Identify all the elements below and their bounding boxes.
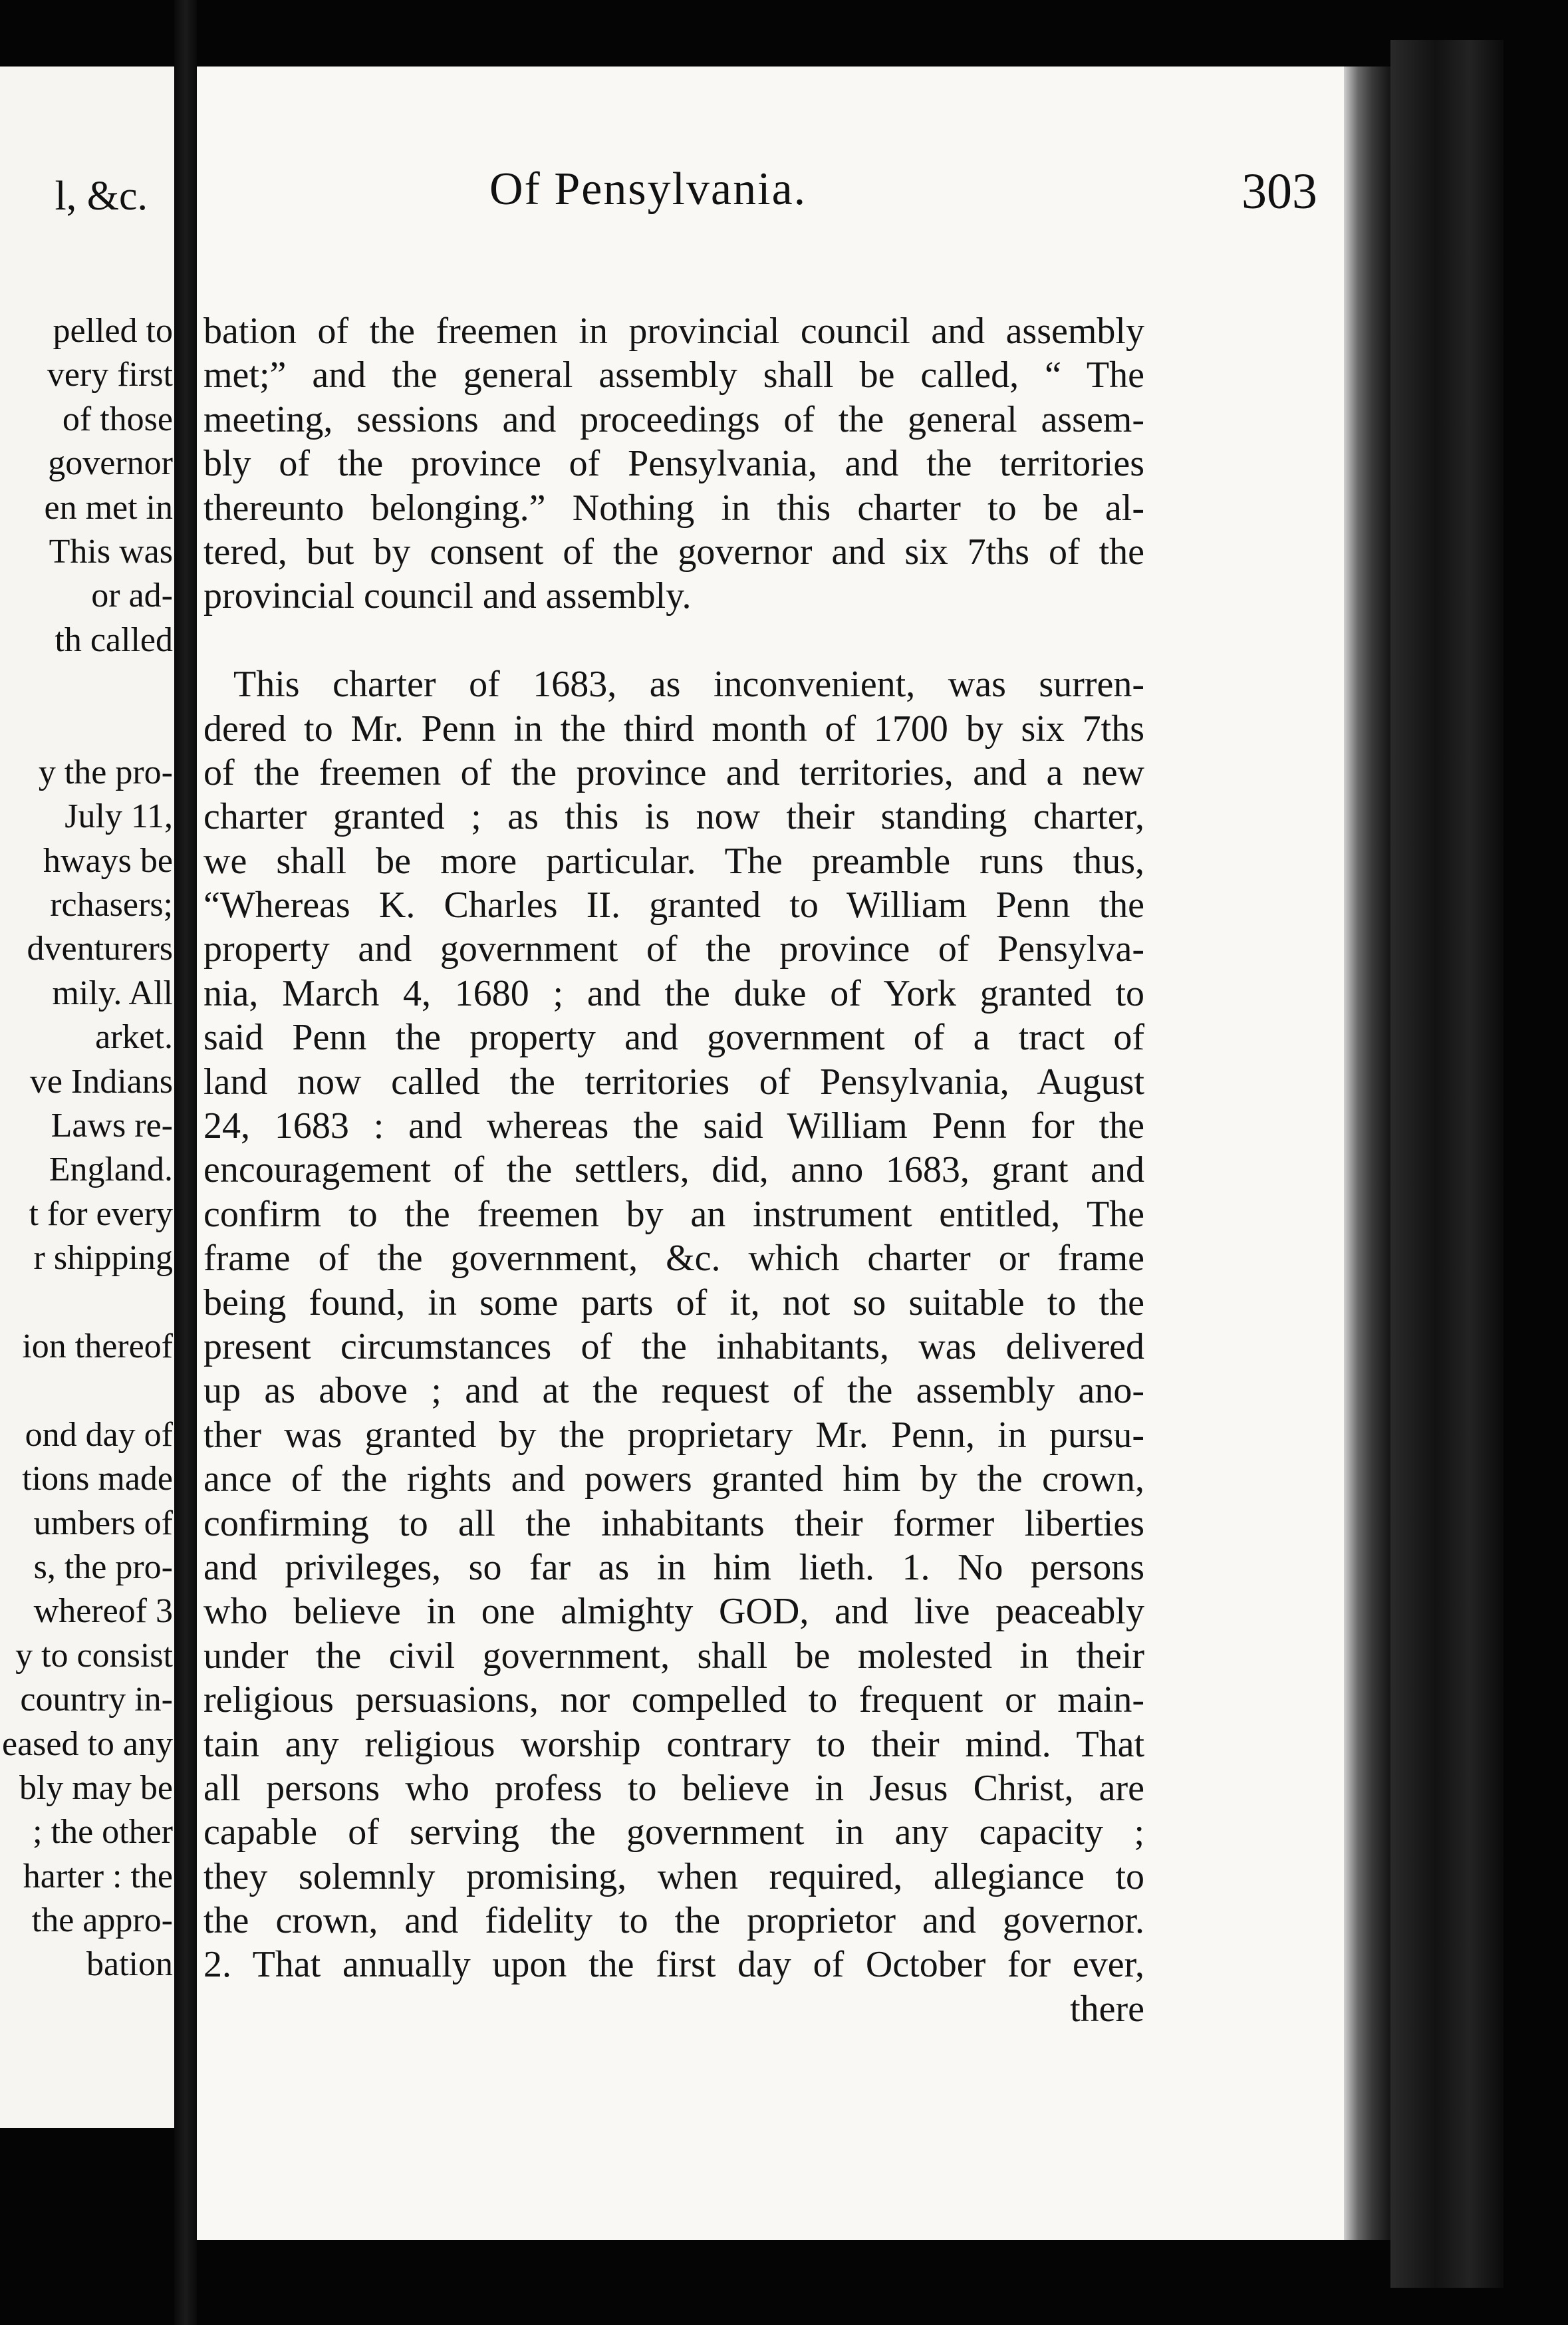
text-line: charter granted ; as this is now their standing charter,	[203, 796, 1144, 838]
text-line: This charter of 1683, as inconvenient, was surren-	[233, 664, 1144, 706]
text-line: the crown, and fidelity to the proprietor and governor.	[203, 1900, 1144, 1942]
text-line: frame of the government, &c. which charter or frame	[203, 1238, 1144, 1280]
text-line: ther was granted by the proprietary Mr. Penn, in pursu-	[203, 1414, 1144, 1456]
text-line: being found, in some parts of it, not so suitable to the	[203, 1282, 1144, 1323]
facing-page-running-head: l, &c.	[55, 174, 148, 219]
text-line: met;” and the general assembly shall be called, “ The	[203, 354, 1144, 396]
facing-page-line: t for every	[29, 1194, 173, 1233]
facing-page-line: harter : the	[23, 1857, 173, 1895]
text-line: confirming to all the inhabitants their former liberties	[203, 1502, 1144, 1544]
text-line: said Penn the property and government of a tract of	[203, 1017, 1144, 1059]
facing-page-line: England.	[49, 1151, 173, 1189]
text-line: confirm to the freemen by an instrument entitled, The	[203, 1193, 1144, 1235]
text-line: nia, March 4, 1680 ; and the duke of York granted to	[203, 972, 1144, 1014]
facing-page-line: hways be	[43, 841, 173, 880]
text-line: up as above ; and at the request of the assembly ano-	[203, 1370, 1144, 1412]
paragraph-1	[203, 309, 1144, 618]
facing-page-line: tions made	[22, 1460, 173, 1498]
text-line: bly of the province of Pensylvania, and the territories	[203, 443, 1144, 485]
text-line: ance of the rights and powers granted him by the crown,	[203, 1458, 1144, 1500]
facing-page-line: ve Indians	[29, 1062, 173, 1101]
page-stack-edge	[1344, 67, 1390, 2240]
text-line: all persons who profess to believe in Jesus Christ, are	[203, 1767, 1144, 1809]
text-line: provincial council and assembly.	[203, 575, 692, 617]
facing-page-line: eased to any	[1, 1724, 173, 1763]
facing-page-line	[2, 662, 173, 706]
text-line: religious persuasions, nor compelled to frequent or main-	[203, 1679, 1144, 1721]
text-line: present circumstances of the inhabitants, was delivered	[203, 1325, 1144, 1367]
facing-page-line: of those	[62, 400, 173, 438]
facing-page-text	[2, 309, 173, 1987]
catchword: there	[1070, 1988, 1144, 2030]
facing-page-line: governor	[48, 444, 173, 483]
main-page	[197, 67, 1344, 2240]
text-line: capable of serving the government in any capacity ;	[203, 1812, 1144, 1853]
facing-page-line: ion thereof	[22, 1327, 173, 1365]
facing-page-line	[2, 1369, 173, 1413]
text-line: of the freemen of the province and territories, and a new	[203, 752, 1144, 793]
facing-page-line	[2, 1281, 173, 1325]
text-line: 2. That annually upon the first day of October for ever,	[203, 1944, 1144, 1986]
facing-page-line	[2, 707, 173, 751]
facing-page-line: Laws re-	[51, 1107, 173, 1145]
facing-page-line: dventurers	[27, 930, 173, 968]
facing-page-line: the appro-	[31, 1901, 173, 1940]
paragraph-2	[203, 662, 1144, 1987]
facing-page-line: country in-	[20, 1681, 173, 1719]
text-line: “Whereas K. Charles II. granted to William Penn the	[203, 885, 1144, 926]
text-line: property and government of the province of Pensylva-	[203, 928, 1144, 970]
text-line: 24, 1683 : and whereas the said William Penn for the	[203, 1105, 1144, 1147]
facing-page-line: This was	[49, 532, 173, 571]
facing-page-line: ond day of	[25, 1415, 173, 1454]
facing-page-line: en met in	[44, 488, 173, 527]
text-line: meeting, sessions and proceedings of the general assem-	[203, 398, 1144, 440]
facing-page-line: bly may be	[19, 1768, 173, 1807]
text-line: land now called the territories of Pensylvania, August	[203, 1061, 1144, 1103]
facing-page-line: y the pro-	[38, 753, 173, 791]
running-head	[197, 163, 1344, 223]
facing-page-line: bation	[86, 1945, 173, 1984]
facing-page-line: y to consist	[15, 1636, 173, 1675]
body-text	[203, 309, 1144, 2031]
facing-page-line: ; the other	[33, 1813, 173, 1851]
text-line: bation of the freemen in provincial council and assembly	[203, 311, 1144, 352]
text-line: who believe in one almighty GOD, and live peaceably	[203, 1591, 1144, 1633]
facing-page-line: mily. All	[52, 974, 173, 1012]
facing-page-line: July 11,	[65, 797, 173, 836]
text-line: dered to Mr. Penn in the third month of 1700 by six 7ths	[203, 708, 1144, 750]
book-gutter	[174, 0, 197, 2325]
text-line: they solemnly promising, when required, allegiance to	[203, 1855, 1144, 1897]
facing-page-line: or ad-	[91, 577, 173, 615]
running-title: Of Pensylvania.	[489, 164, 807, 215]
facing-page-line: rchasers;	[50, 886, 173, 924]
facing-page-line: th called	[55, 620, 173, 659]
text-line: tered, but by consent of the governor and six 7ths of the	[203, 531, 1144, 573]
text-line: encouragement of the settlers, did, anno 1683, grant and	[203, 1149, 1144, 1191]
facing-page-left	[0, 67, 174, 2128]
page-number: 303	[1241, 164, 1317, 219]
facing-page-line: arket.	[95, 1018, 173, 1057]
text-line: and privileges, so far as in him lieth. 1. No persons	[203, 1546, 1144, 1588]
facing-page-line: very first	[47, 356, 173, 394]
text-line: under the civil government, shall be molested in their	[203, 1635, 1144, 1677]
facing-page-line: r shipping	[33, 1239, 173, 1278]
text-line: thereunto belonging.” Nothing in this charter to be al-	[203, 487, 1144, 529]
text-line: we shall be more particular. The preamble runs thus,	[203, 840, 1144, 882]
book-cover-edge	[1390, 40, 1503, 2288]
facing-page-line: pelled to	[53, 312, 173, 350]
paragraph-gap	[203, 618, 1144, 662]
facing-page-line: whereof 3	[33, 1592, 173, 1631]
facing-page-line: s, the pro-	[33, 1548, 173, 1586]
facing-page-line: umbers of	[33, 1504, 173, 1542]
text-line: tain any religious worship contrary to their mind. That	[203, 1723, 1144, 1765]
